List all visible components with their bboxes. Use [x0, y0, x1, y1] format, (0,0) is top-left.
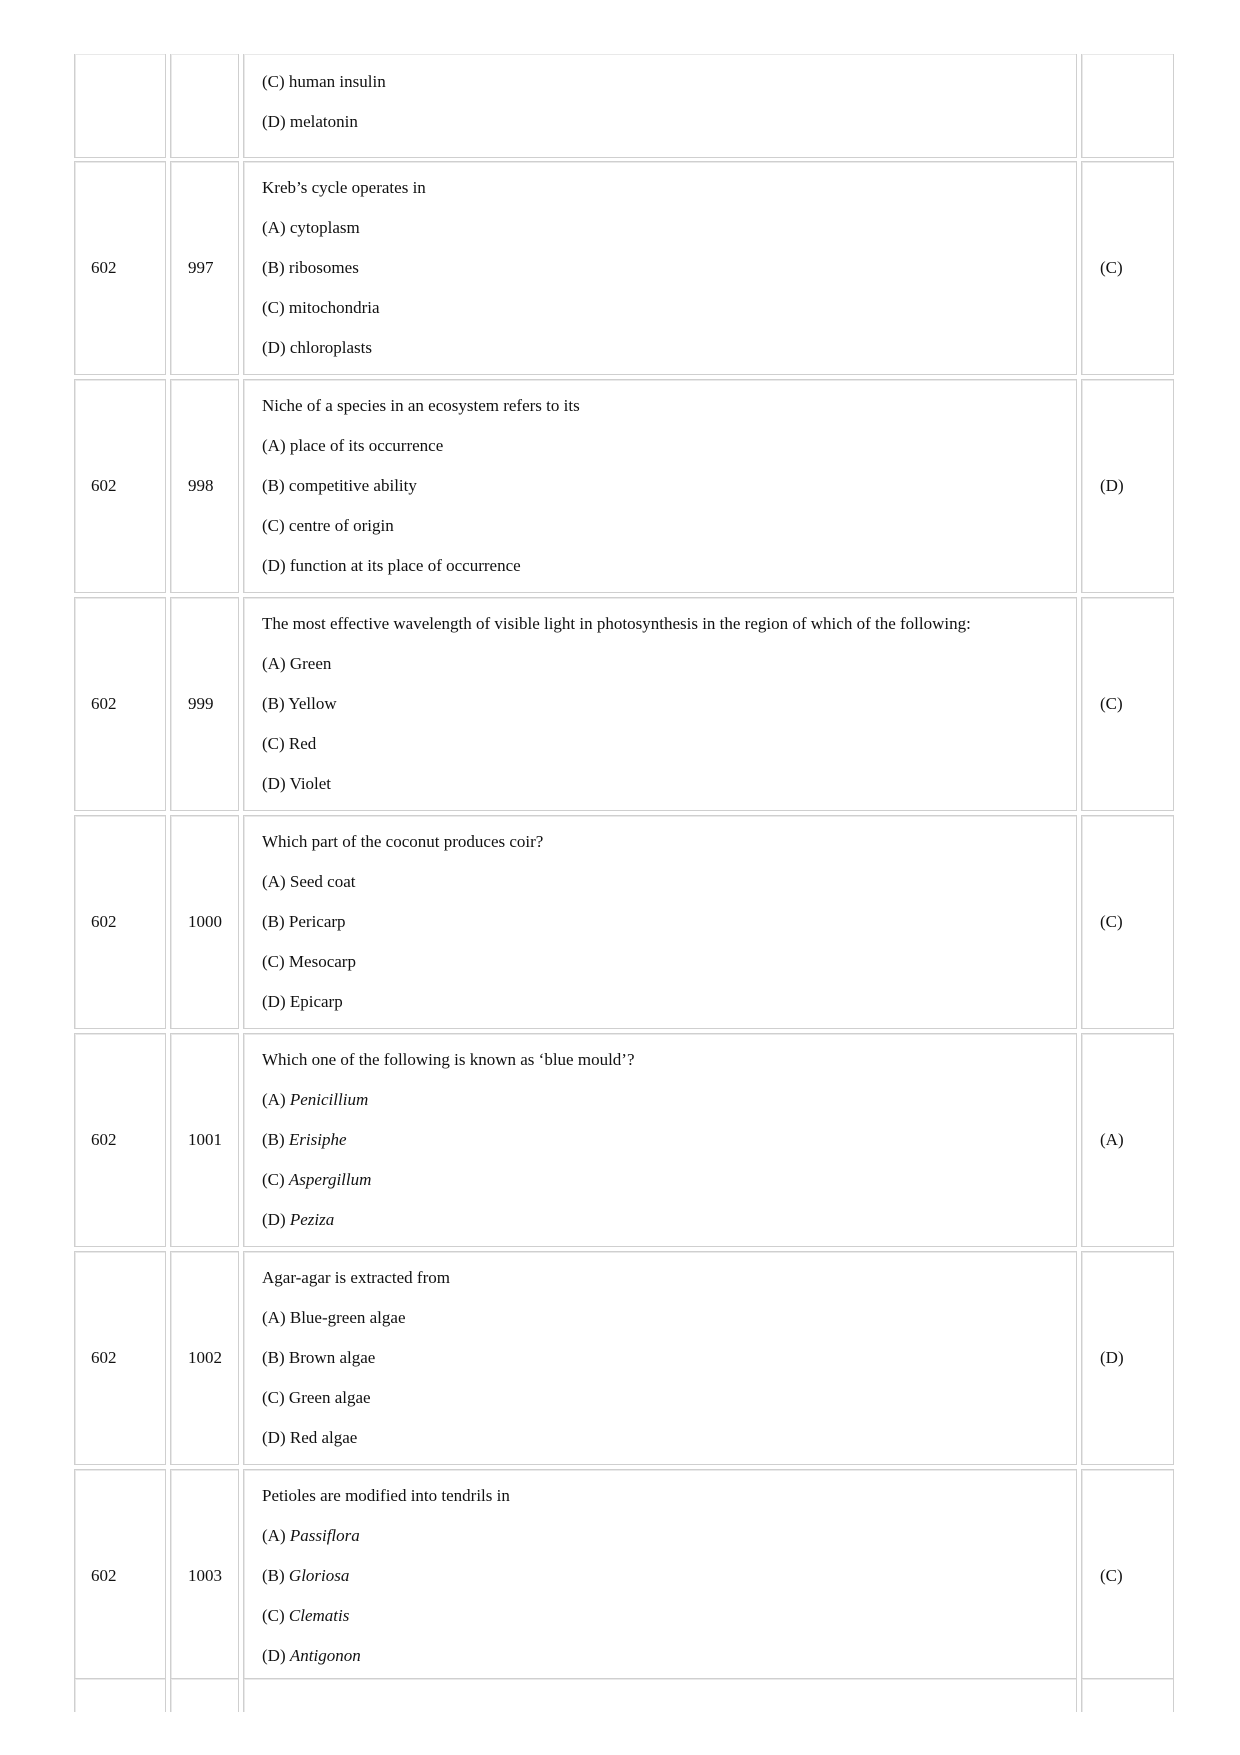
- answer-cell: (C): [1081, 815, 1174, 1029]
- code-cell: 602: [74, 1251, 166, 1465]
- option-a: (A) Penicillium: [262, 1090, 369, 1109]
- option-a: (A) place of its occurrence: [262, 436, 444, 455]
- question-text: Agar-agar is extracted from: [262, 1268, 450, 1287]
- option-d: (D) Violet: [262, 774, 332, 793]
- option-c: (C) centre of origin: [262, 516, 394, 535]
- question-cell: [243, 379, 1077, 593]
- answer-cell: (D): [1081, 1251, 1174, 1465]
- code-cell: 602: [74, 379, 166, 593]
- option-a: (A) Passiflora: [262, 1526, 360, 1545]
- question-text: Niche of a species in an ecosystem refers to its: [262, 396, 580, 415]
- question-cell: [243, 1033, 1077, 1247]
- question-cell: [243, 1678, 1077, 1712]
- question-text: Petioles are modified into tendrils in: [262, 1486, 510, 1505]
- table-row: [74, 1469, 1174, 1683]
- qno-cell: 1002: [170, 1251, 239, 1465]
- option-a: (A) Blue-green algae: [262, 1308, 406, 1327]
- qno-cell: 997: [170, 161, 239, 375]
- code-cell: 602: [74, 815, 166, 1029]
- qno-cell: [170, 1678, 239, 1712]
- option-a: (A) Green: [262, 654, 332, 673]
- table-row: [74, 1033, 1174, 1247]
- option-b: (B) Erisiphe: [262, 1130, 347, 1149]
- option-a: (A) cytoplasm: [262, 218, 360, 237]
- table-row: [74, 161, 1174, 375]
- answer-cell: (C): [1081, 161, 1174, 375]
- code-cell: [74, 54, 166, 158]
- qno-cell: 1001: [170, 1033, 239, 1247]
- answer-cell: (A): [1081, 1033, 1174, 1247]
- option-d: (D) function at its place of occurrence: [262, 556, 521, 575]
- answer-cell: [1081, 54, 1174, 158]
- option-c: (C) Green algae: [262, 1388, 371, 1407]
- question-text: Which part of the coconut produces coir?: [262, 832, 544, 851]
- code-cell: 602: [74, 1033, 166, 1247]
- code-cell: 602: [74, 161, 166, 375]
- option-c: (C) Aspergillum: [262, 1170, 372, 1189]
- option-d: (D) chloroplasts: [262, 338, 373, 357]
- table-row-partial-bottom: [74, 1678, 1174, 1708]
- table-row-partial-top: [74, 58, 1174, 158]
- code-cell: 602: [74, 1469, 166, 1683]
- table-row: [74, 1251, 1174, 1465]
- option-d: (D) Peziza: [262, 1210, 335, 1229]
- qno-cell: 1003: [170, 1469, 239, 1683]
- answer-cell: (C): [1081, 597, 1174, 811]
- option-c: (C) Clematis: [262, 1606, 350, 1625]
- option-c: (C) Red: [262, 734, 317, 753]
- option-d: (D) Epicarp: [262, 992, 343, 1011]
- table-row: [74, 379, 1174, 593]
- answer-cell: (D): [1081, 379, 1174, 593]
- question-cell: [243, 597, 1077, 811]
- option-b: (B) Gloriosa: [262, 1566, 350, 1585]
- question-cell: [243, 54, 1077, 158]
- qno-cell: 998: [170, 379, 239, 593]
- qno-cell: 999: [170, 597, 239, 811]
- code-cell: 602: [74, 597, 166, 811]
- option-c: (C) Mesocarp: [262, 952, 356, 971]
- code-cell: [74, 1678, 166, 1712]
- question-cell: [243, 1469, 1077, 1683]
- option-b: (B) Pericarp: [262, 912, 346, 931]
- answer-cell: [1081, 1678, 1174, 1712]
- qno-cell: 1000: [170, 815, 239, 1029]
- option-line: (C) human insulin: [262, 72, 386, 91]
- table-row: [74, 597, 1174, 811]
- option-d: (D) Antigonon: [262, 1646, 361, 1665]
- question-cell: [243, 161, 1077, 375]
- option-line: (D) melatonin: [262, 112, 358, 131]
- option-b: (B) ribosomes: [262, 258, 359, 277]
- qno-cell: [170, 54, 239, 158]
- question-text: Which one of the following is known as ‘blue mould’?: [262, 1050, 635, 1069]
- option-b: (B) Brown algae: [262, 1348, 376, 1367]
- option-b: (B) Yellow: [262, 694, 337, 713]
- table-row: [74, 815, 1174, 1029]
- question-cell: [243, 815, 1077, 1029]
- question-text: Kreb’s cycle operates in: [262, 178, 426, 197]
- option-d: (D) Red algae: [262, 1428, 358, 1447]
- option-a: (A) Seed coat: [262, 872, 356, 891]
- answer-cell: (C): [1081, 1469, 1174, 1683]
- question-text: The most effective wavelength of visible light in photosynthesis in the region of which of the following:: [262, 614, 971, 633]
- option-b: (B) competitive ability: [262, 476, 417, 495]
- option-c: (C) mitochondria: [262, 298, 380, 317]
- question-cell: [243, 1251, 1077, 1465]
